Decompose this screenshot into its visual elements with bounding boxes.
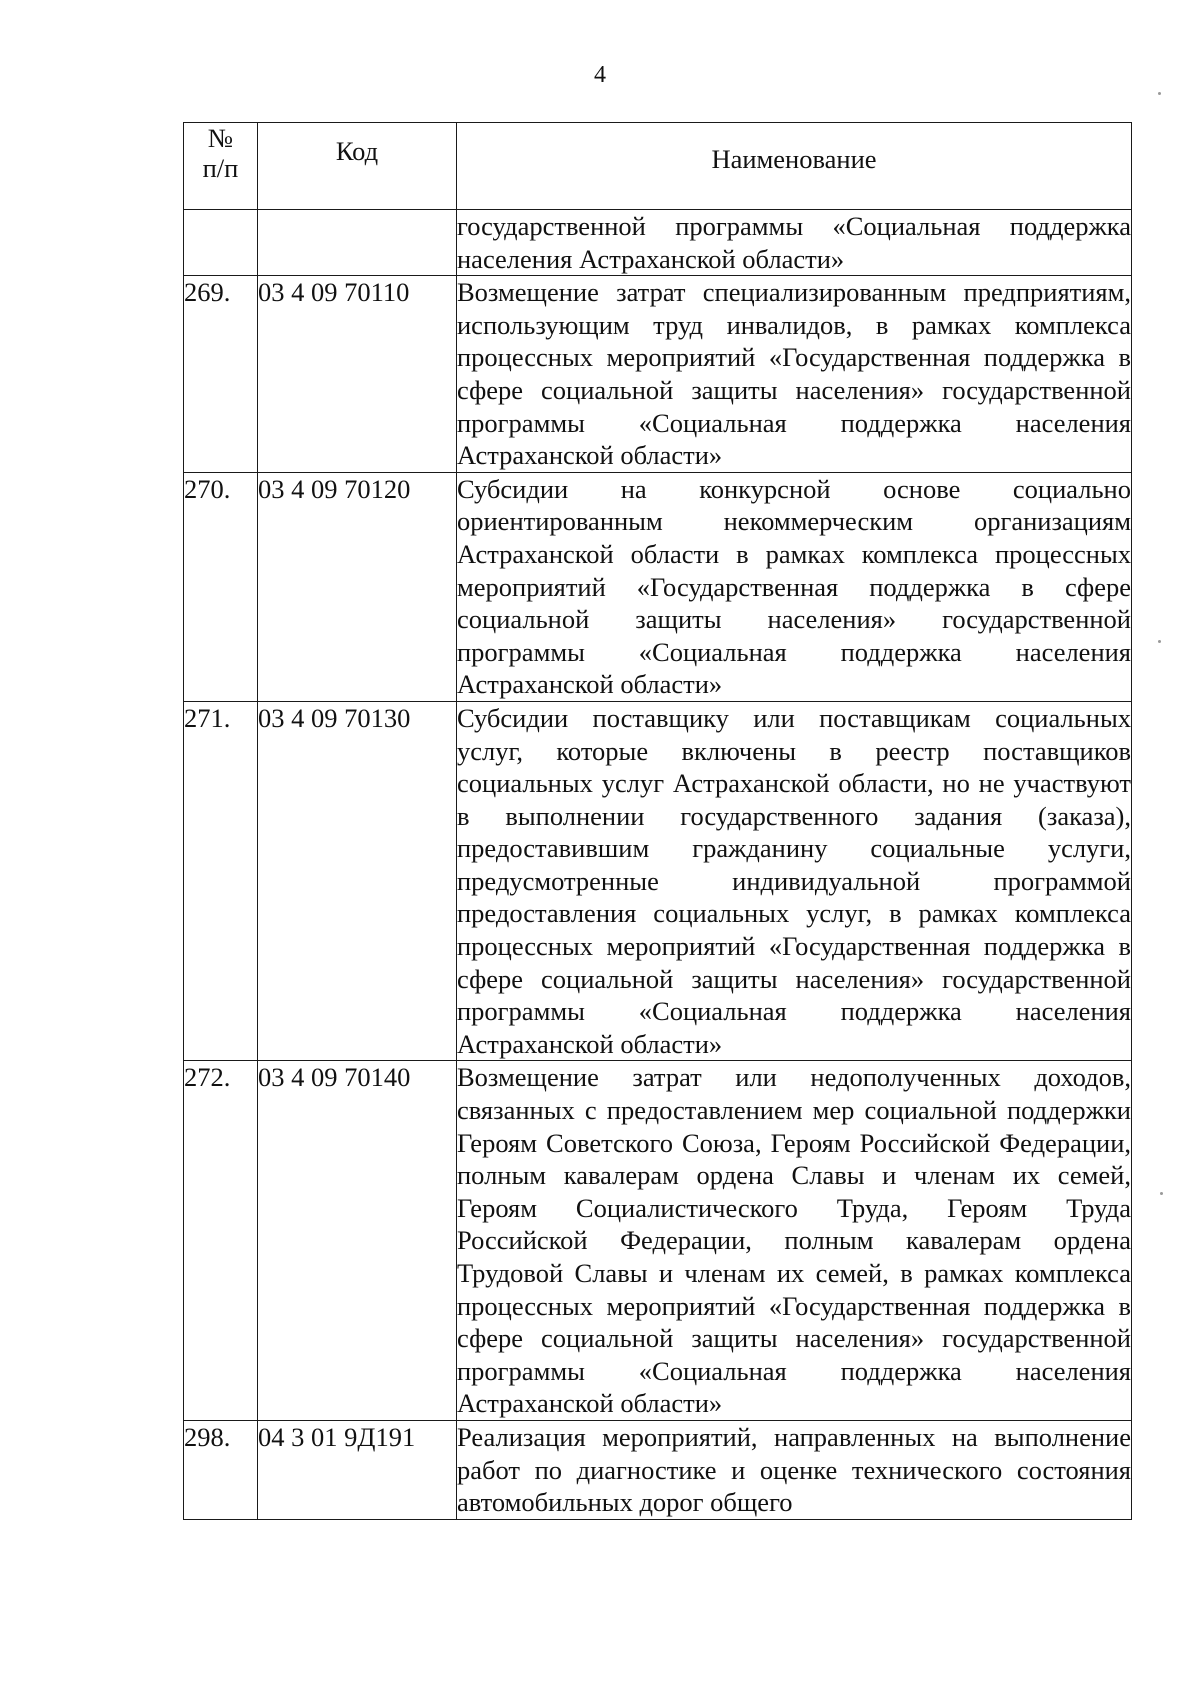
row-name: Субсидии поставщику или поставщикам социальных услуг, которые включены в реестр поставщиков социальных услуг Астраханской области, но не участвуют в выполнении государственного задания (заказа), предоставившим гражданину социальные услуги, предусмотренные индивидуальной программой предоставления социальных услуг, в рамках комплекса процессных мероприятий «Государственная поддержка в сфере социальной защиты населения» государственной программы «Социальная поддержка населения Астраханской области» [457,701,1132,1061]
row-code: 03 4 09 70110 [258,276,457,473]
header-row [184,123,1132,210]
row-number: 270. [184,472,258,701]
row-number: 271. [184,701,258,1061]
row-name: Возмещение затрат или недополученных доходов, связанных с предоставлением мер социальной поддержки Героям Советского Союза, Героям Российской Федерации, полным кавалерам ордена Славы и членам их семей, Героям Социалистического Труда, Героям Труда Российской Федерации, полным кавалерам ордена Трудовой Славы и членам их семей, в рамках комплекса процессных мероприятий «Государственная поддержка в сфере социальной защиты населения» государственной программы «Социальная поддержка населения Астраханской области» [457,1061,1132,1421]
row-number: 272. [184,1061,258,1421]
header-name: Наименование [457,123,1132,210]
row-code: 03 4 09 70130 [258,701,457,1061]
row-code: 03 4 09 70140 [258,1061,457,1421]
header-number [184,123,258,210]
row-number: 269. [184,276,258,473]
table-body [184,210,1132,1520]
scan-speck [1158,92,1161,95]
table-row [184,210,1132,276]
header-number-sign: № [207,123,234,153]
row-name: государственной программы «Социальная поддержка населения Астраханской области» [457,210,1132,276]
row-name: Реализация мероприятий, направленных на выполнение работ по диагностике и оценке технического состояния автомобильных дорог общего [457,1420,1132,1519]
header-number-abbr: п/п [202,153,239,183]
row-number [184,210,258,276]
table-row [184,472,1132,701]
row-name: Субсидии на конкурсной основе социально ориентированным некоммерческим организациям Астраханской области в рамках комплекса процессных мероприятий «Государственная поддержка в сфере социальной защиты населения» государственной программы «Социальная поддержка населения Астраханской области» [457,472,1132,701]
scan-speck [1158,640,1161,643]
row-code: 03 4 09 70120 [258,472,457,701]
row-code [258,210,457,276]
row-number: 298. [184,1420,258,1519]
scan-speck [1160,1192,1163,1195]
row-code: 04 3 01 9Д191 [258,1420,457,1519]
table-row [184,701,1132,1061]
page-number: 4 [594,62,606,88]
table-row [184,276,1132,473]
table-row [184,1420,1132,1519]
table-row [184,1061,1132,1421]
header-code: Код [258,123,457,210]
row-name: Возмещение затрат специализированным предприятиям, использующим труд инвалидов, в рамках комплекса процессных мероприятий «Государственная поддержка в сфере социальной защиты населения» государственной программы «Социальная поддержка населения Астраханской области» [457,276,1132,473]
table-header [184,123,1132,210]
budget-classification-table [183,122,1132,1520]
